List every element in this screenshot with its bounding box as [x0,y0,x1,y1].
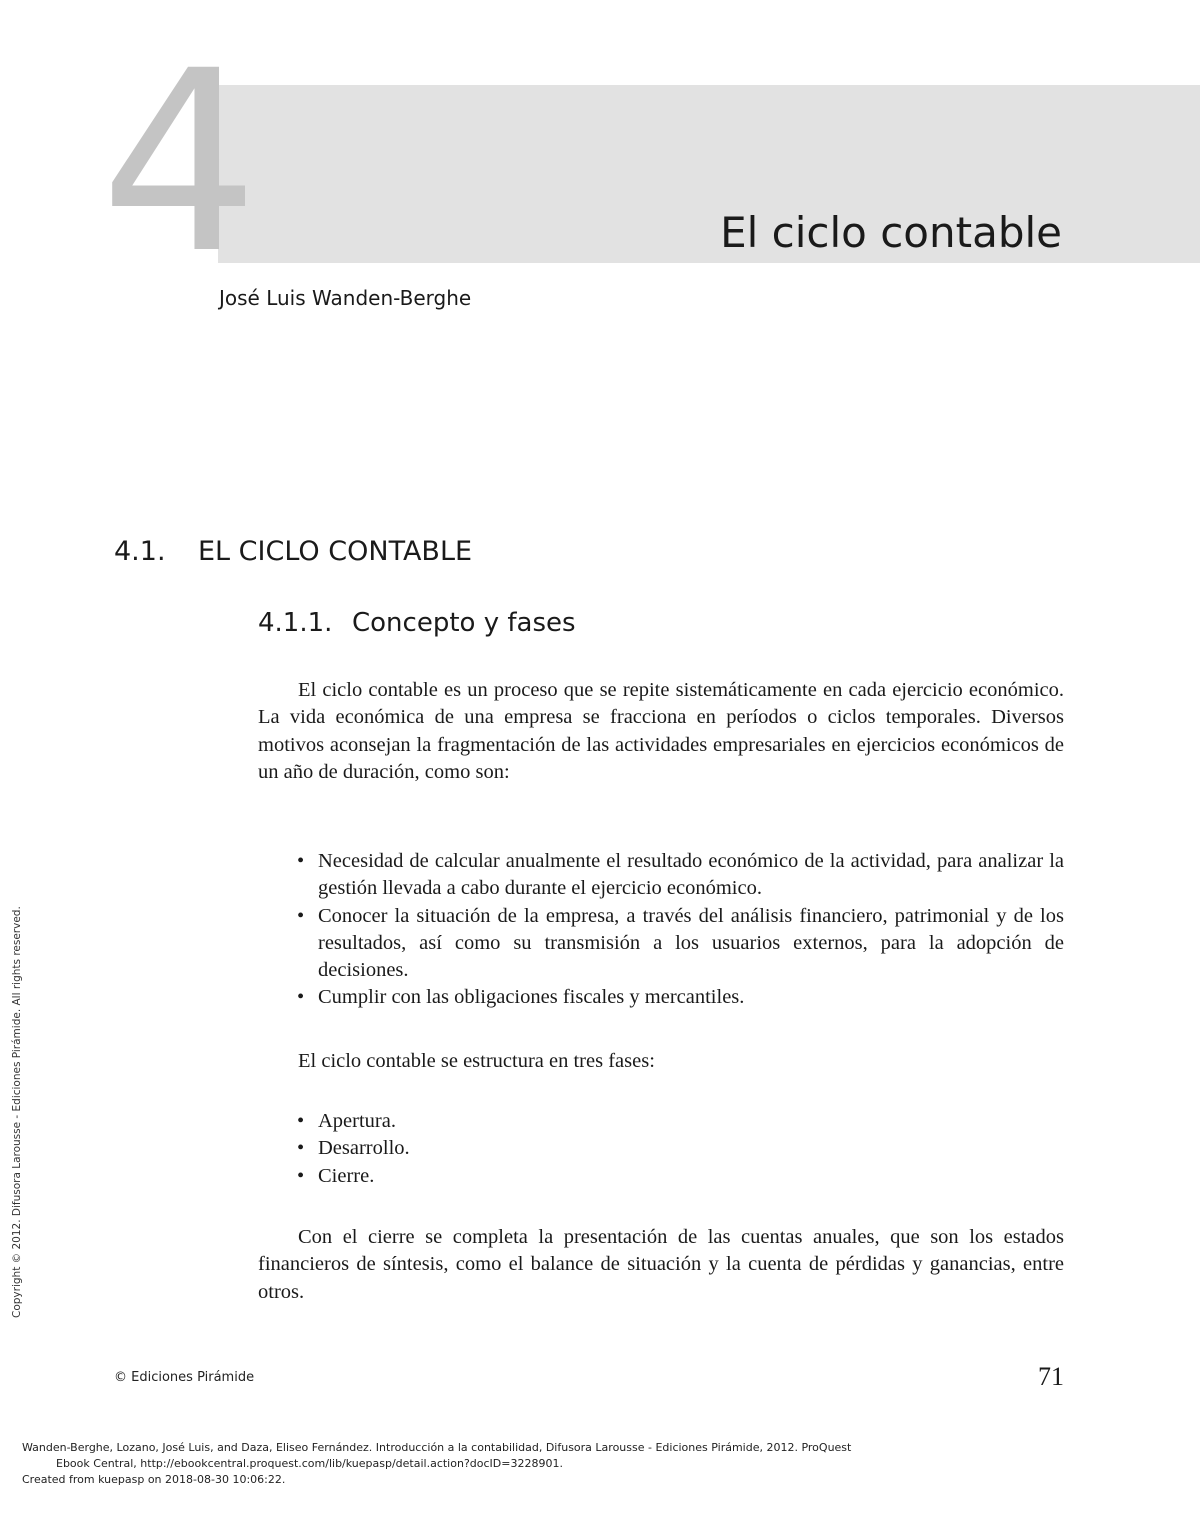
paragraph-phases: El ciclo contable se estructura en tres fases: [298,1050,655,1072]
chapter-author: José Luis Wanden-Berghe [219,286,472,310]
chapter-number: 4 [100,17,260,308]
list-phases [294,1108,1064,1190]
page-number: 71 [1038,1362,1064,1391]
list-item: • Desarrollo. [294,1135,1064,1162]
chapter-title: El ciclo contable [720,208,1062,257]
subsection-heading [258,608,576,638]
list-item: • Necesidad de calcular anualmente el resultado económico de la actividad, para analizar la gestión llevada a cabo durante el ejercicio económico. [294,848,1064,903]
paragraph-intro: El ciclo contable es un proceso que se repite sistemáticamente en cada ejercicio económico. La vida económica de una empresa se fracciona en períodos o ciclos temporales. Diversos motivos aconsejan la fragmentación de las actividades empresariales en ejercicios económicos de un año de duración, como son: [258,679,1064,783]
list-motives [294,848,1064,1012]
list-item: • Cumplir con las obligaciones fiscales y mercantiles. [294,984,1064,1011]
list-item: • Cierre. [294,1163,1064,1190]
citation-line-1: Wanden-Berghe, Lozano, José Luis, and Daza, Eliseo Fernández. Introducción a la contabilidad, Difusora Larousse - Ediciones Pirámide, 2012. ProQuest [22,1441,852,1454]
paragraph-closing: Con el cierre se completa la presentación de las cuentas anuales, que son los estados financieros de síntesis, como el balance de situación y la cuenta de pérdidas y ganancias, entre otros. [258,1226,1064,1303]
section-number: 4.1. [114,536,166,567]
subsection-number: 4.1.1. [258,608,333,638]
list-item: • Conocer la situación de la empresa, a través del análisis financiero, patrimonial y de los resultados, así como su transmisión a los usuarios externos, para la adopción de decisiones. [294,903,1064,985]
section-heading [114,536,472,567]
side-copyright: Copyright © 2012. Difusora Larousse - Ediciones Pirámide. All rights reserved. [11,906,23,1318]
subsection-title: Concepto y fases [352,608,576,638]
citation-line-2: Ebook Central, http://ebookcentral.proquest.com/lib/kuepasp/detail.action?docID=3228901. [56,1457,563,1470]
section-title: EL CICLO CONTABLE [198,536,473,567]
list-item: • Apertura. [294,1108,1064,1135]
publisher-footer: © Ediciones Pirámide [114,1370,255,1385]
citation-line-3: Created from kuepasp on 2018-08-30 10:06:22. [22,1473,286,1486]
